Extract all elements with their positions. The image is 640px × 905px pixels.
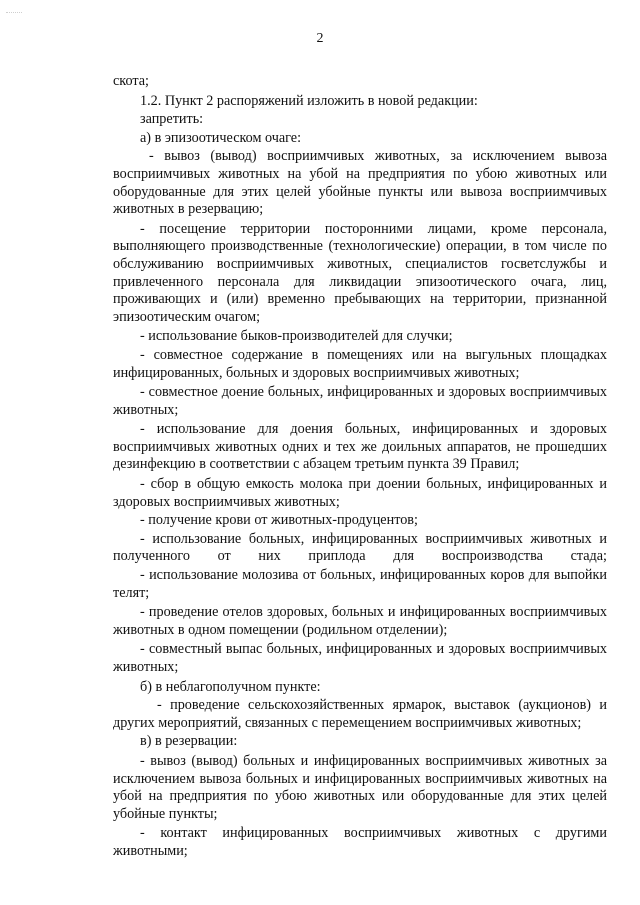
paragraph: - проведение сельскохозяйственных ярмарок, выставок (аукционов) и других мероприятий, связанных с перемещением восприимчивых животных; [113,697,607,731]
paragraph: запретить: [140,111,204,128]
paragraph: - совместное содержание в помещениях или на выгульных площадках инфицированных, больных и здоровых восприимчивых животных; [113,346,607,381]
paragraph: 1.2. Пункт 2 распоряжений изложить в новой редакции: [140,92,478,109]
paragraph: - использование для доения больных, инфицированных и здоровых восприимчивых животных одних и тех же доильных аппаратов, не прошедших дезинфекцию в соответствии с абзацем третьим пункта 39 Правил; [113,421,607,473]
scan-mark [6,12,22,17]
paragraph: - вывоз (вывод) больных и инфицированных восприимчивых животных за исключением вывоза больных и инфицированных восприимчивых животных на убой на предприятия по убою животных или оборудованные для этих целей убойные пункты; [113,752,607,822]
paragraph: - совместное доение больных, инфицированных и здоровых восприимчивых животных; [113,384,607,418]
paragraph: - проведение отелов здоровых, больных и инфицированных восприимчивых животных в одном помещении (родильном отделении); [113,604,607,638]
paragraph: - вывоз (вывод) восприимчивых животных, за исключением вывоза восприимчивых животных на убой на предприятия по убою животных или оборудованные для этих целей убойные пункты или вывоза восприимчивых животных в резервацию; [113,148,607,218]
paragraph: - получение крови от животных-продуцентов; [140,512,418,529]
paragraph: - совместный выпас больных, инфицированных и здоровых восприимчивых животных; [113,641,607,675]
paragraph: - контакт инфицированных восприимчивых животных с другими животными; [113,825,607,859]
paragraph: - посещение территории посторонними лицами, кроме персонала, выполняющего производственные (технологические) операции, в том числе по обслуживанию восприимчивых животных, специалистов госветслужбы и привлеченного персонала для ликвидации эпизоотического очага, лиц, проживающих и (или) временно пребывающих на территории, признанной эпизоотическим очагом; [113,220,607,325]
paragraph: - сбор в общую емкость молока при доении больных, инфицированных и здоровых восприимчивых животных; [113,476,607,510]
paragraph: а) в эпизоотическом очаге: [140,129,302,146]
paragraph: - использование быков-производителей для случки; [140,328,453,345]
paragraph: - использование больных, инфицированных восприимчивых животных и полученного от них приплода для воспроизводства стада; [113,530,607,565]
paragraph: скота; [113,73,149,89]
document-body [113,73,607,861]
paragraph: - использование молозива от больных, инфицированных коров для выпойки телят; [113,567,607,601]
paragraph: в) в резервации: [140,733,238,750]
page-number: 2 [316,31,324,46]
paragraph: б) в неблагополучном пункте: [140,678,321,695]
